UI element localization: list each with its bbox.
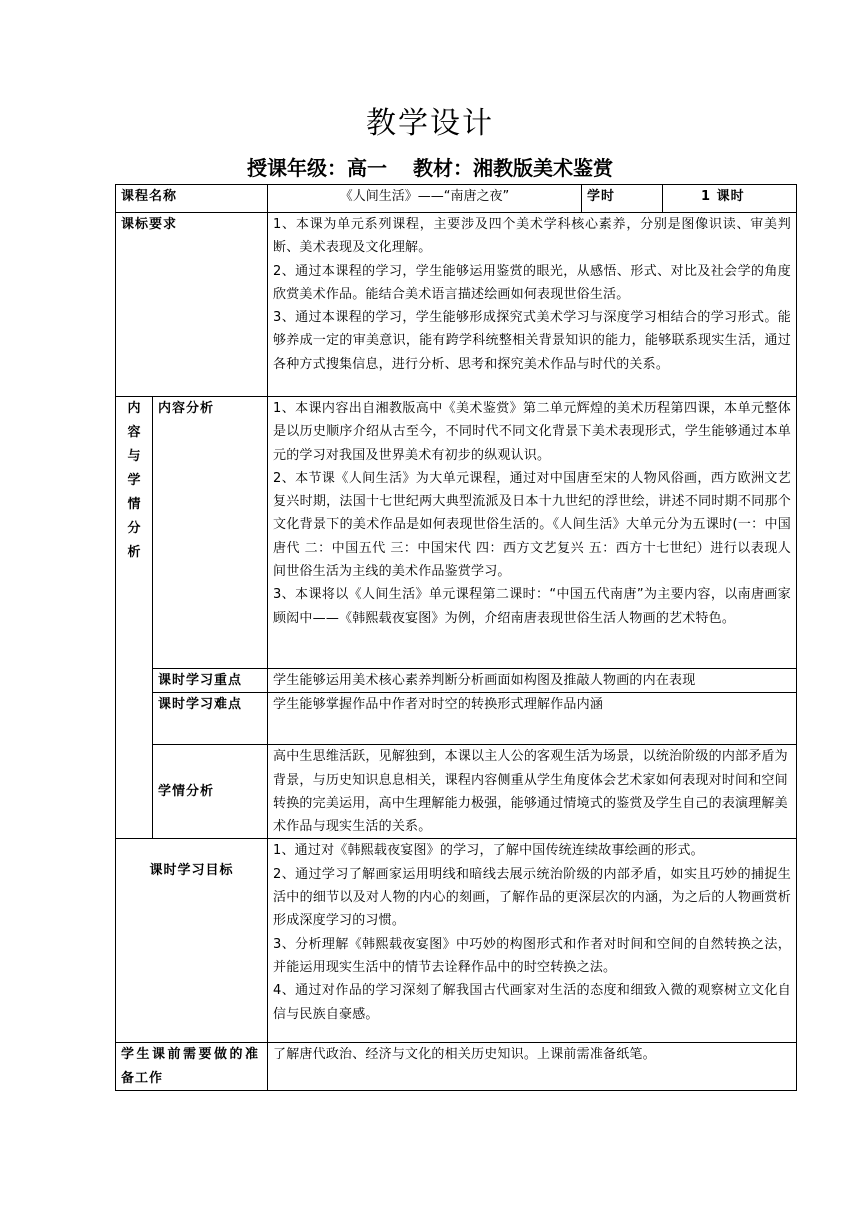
hours-value: 1 课时 bbox=[663, 185, 797, 213]
course-row bbox=[116, 185, 797, 213]
focus-text: 学生能够运用美术核心素养判断分析画面如构图及推敲人物画的内在表现 bbox=[268, 669, 797, 693]
difficulty-label: 课时学习难点 bbox=[153, 693, 268, 745]
difficulty-text: 学生能够掌握作品中作者对时空的转换形式理解作品内涵 bbox=[268, 693, 797, 745]
analysis-group-char: 内 bbox=[127, 401, 141, 416]
content-analysis-text bbox=[268, 397, 797, 669]
student-analysis-row bbox=[116, 745, 797, 839]
content-analysis-label: 内容分析 bbox=[153, 397, 268, 669]
preparation-label: 学生课前需要做的准备工作 bbox=[116, 1043, 268, 1091]
page-title: 教学设计 bbox=[366, 106, 494, 141]
hours-label: 学时 bbox=[582, 185, 663, 213]
focus-row bbox=[116, 669, 797, 693]
page-subtitle bbox=[0, 154, 860, 182]
standards-item: 1、本课为单元系列课程，主要涉及四个美术学科核心素养，分别是图像识读、审美判断、美术表现及文化理解。 bbox=[273, 217, 792, 256]
textbook-text: 教材：湘教版美术鉴赏 bbox=[413, 156, 613, 180]
objective-item: 1、通过对《韩熙载夜宴图》的学习，了解中国传统连续故事绘画的形式。 bbox=[273, 843, 704, 859]
student-analysis-label: 学情分析 bbox=[153, 745, 268, 839]
analysis-group-char: 容 bbox=[127, 425, 141, 440]
objectives-label: 课时学习目标 bbox=[116, 839, 268, 1043]
content-analysis-item: 2、本节课《人间生活》为大单元课程，通过对中国唐至宋的人物风俗画，西方欧洲文艺复兴时期，法国十七世纪两大典型流派及日本十九世纪的浮世绘，讲述不同时期不同那个文化背景下的美术作品是如何表现世俗生活的。《人间生活》大单元分为五课时(一：中国唐代 二：中国五代 三：中国宋代 四：西方文艺复兴 五：西方十七世纪）进行以表现人间世俗生活为主线的美术作品鉴赏学习。 bbox=[273, 470, 792, 580]
standards-row bbox=[116, 213, 797, 397]
objective-item: 2、通过学习了解画家运用明线和暗线去展示统治阶级的内部矛盾，如实且巧妙的捕捉生活中的细节以及对人物的内心的刻画，了解作品的更深层次的内涵，为之后的人物画赏析形成深度学习的习惯。 bbox=[273, 866, 792, 929]
standards-item: 3、通过本课程的学习，学生能够形成探究式美术学习与深度学习相结合的学习形式。能够养成一定的审美意识，能有跨学科统整相关背景知识的能力，能够联系现实生活，通过各种方式搜集信息，进行分析、思考和探究美术作品与时代的关系。 bbox=[273, 310, 792, 372]
course-name-value: 《人间生活》——“南唐之夜” bbox=[268, 185, 582, 213]
analysis-group-char: 与 bbox=[127, 449, 141, 464]
analysis-group-char: 情 bbox=[127, 497, 141, 512]
grade-text: 授课年级：高一 bbox=[247, 156, 387, 180]
standards-item: 2、通过本课程的学习，学生能够运用鉴赏的眼光，从感悟、形式、对比及社会学的角度欣赏美术作品。能结合美术语言描述绘画如何表现世俗生活。 bbox=[273, 263, 792, 302]
focus-label: 课时学习重点 bbox=[153, 669, 268, 693]
standards-label: 课标要求 bbox=[116, 213, 268, 397]
objectives-row bbox=[116, 839, 797, 1043]
content-analysis-item: 3、本课将以《人间生活》单元课程第二课时：“中国五代南唐”为主要内容，以南唐画家顾闳中——《韩熙载夜宴图》为例，介绍南唐表现世俗生活人物画的艺术特色。 bbox=[273, 587, 792, 626]
analysis-group-label bbox=[116, 397, 153, 839]
student-analysis-text: 高中生思维活跃，见解独到，本课以主人公的客观生活为场景，以统治阶级的内部矛盾为背景，与历史知识息息相关，课程内容侧重从学生角度体会艺术家如何表现对时间和空间转换的完美运用，高中生理解能力极强，能够通过情境式的鉴赏及学生自己的表演理解美术作品与现实生活的关系。 bbox=[268, 745, 797, 839]
content-analysis-item: 1、本课内容出自湘教版高中《美术鉴赏》第二单元辉煌的美术历程第四课，本单元整体是以历史顺序介绍从古至今，不同时代不同文化背景下美术表现形式，学生能够通过本单元的学习对我国及世界美术有初步的纵观认识。 bbox=[273, 401, 792, 463]
course-name-label: 课程名称 bbox=[116, 185, 268, 213]
objectives-content bbox=[268, 839, 797, 1043]
preparation-text: 了解唐代政治、经济与文化的相关历史知识。上课前需准备纸笔。 bbox=[268, 1043, 797, 1091]
analysis-group-char: 析 bbox=[127, 545, 141, 560]
objective-item: 3、分析理解《韩熙载夜宴图》中巧妙的构图形式和作者对时间和空间的自然转换之法，并能运用现实生活中的情节去诠释作品中的时空转换之法。 bbox=[273, 936, 792, 975]
analysis-group-char: 分 bbox=[127, 521, 141, 536]
analysis-group-char: 学 bbox=[127, 473, 141, 488]
objective-item: 4、通过对作品的学习深刻了解我国古代画家对生活的态度和细致入微的观察树立文化自信与民族自豪感。 bbox=[273, 983, 792, 1022]
standards-content bbox=[268, 213, 797, 397]
content-analysis-row bbox=[116, 397, 797, 669]
lesson-plan-table bbox=[115, 184, 797, 1091]
difficulty-row bbox=[116, 693, 797, 745]
preparation-row bbox=[116, 1043, 797, 1091]
